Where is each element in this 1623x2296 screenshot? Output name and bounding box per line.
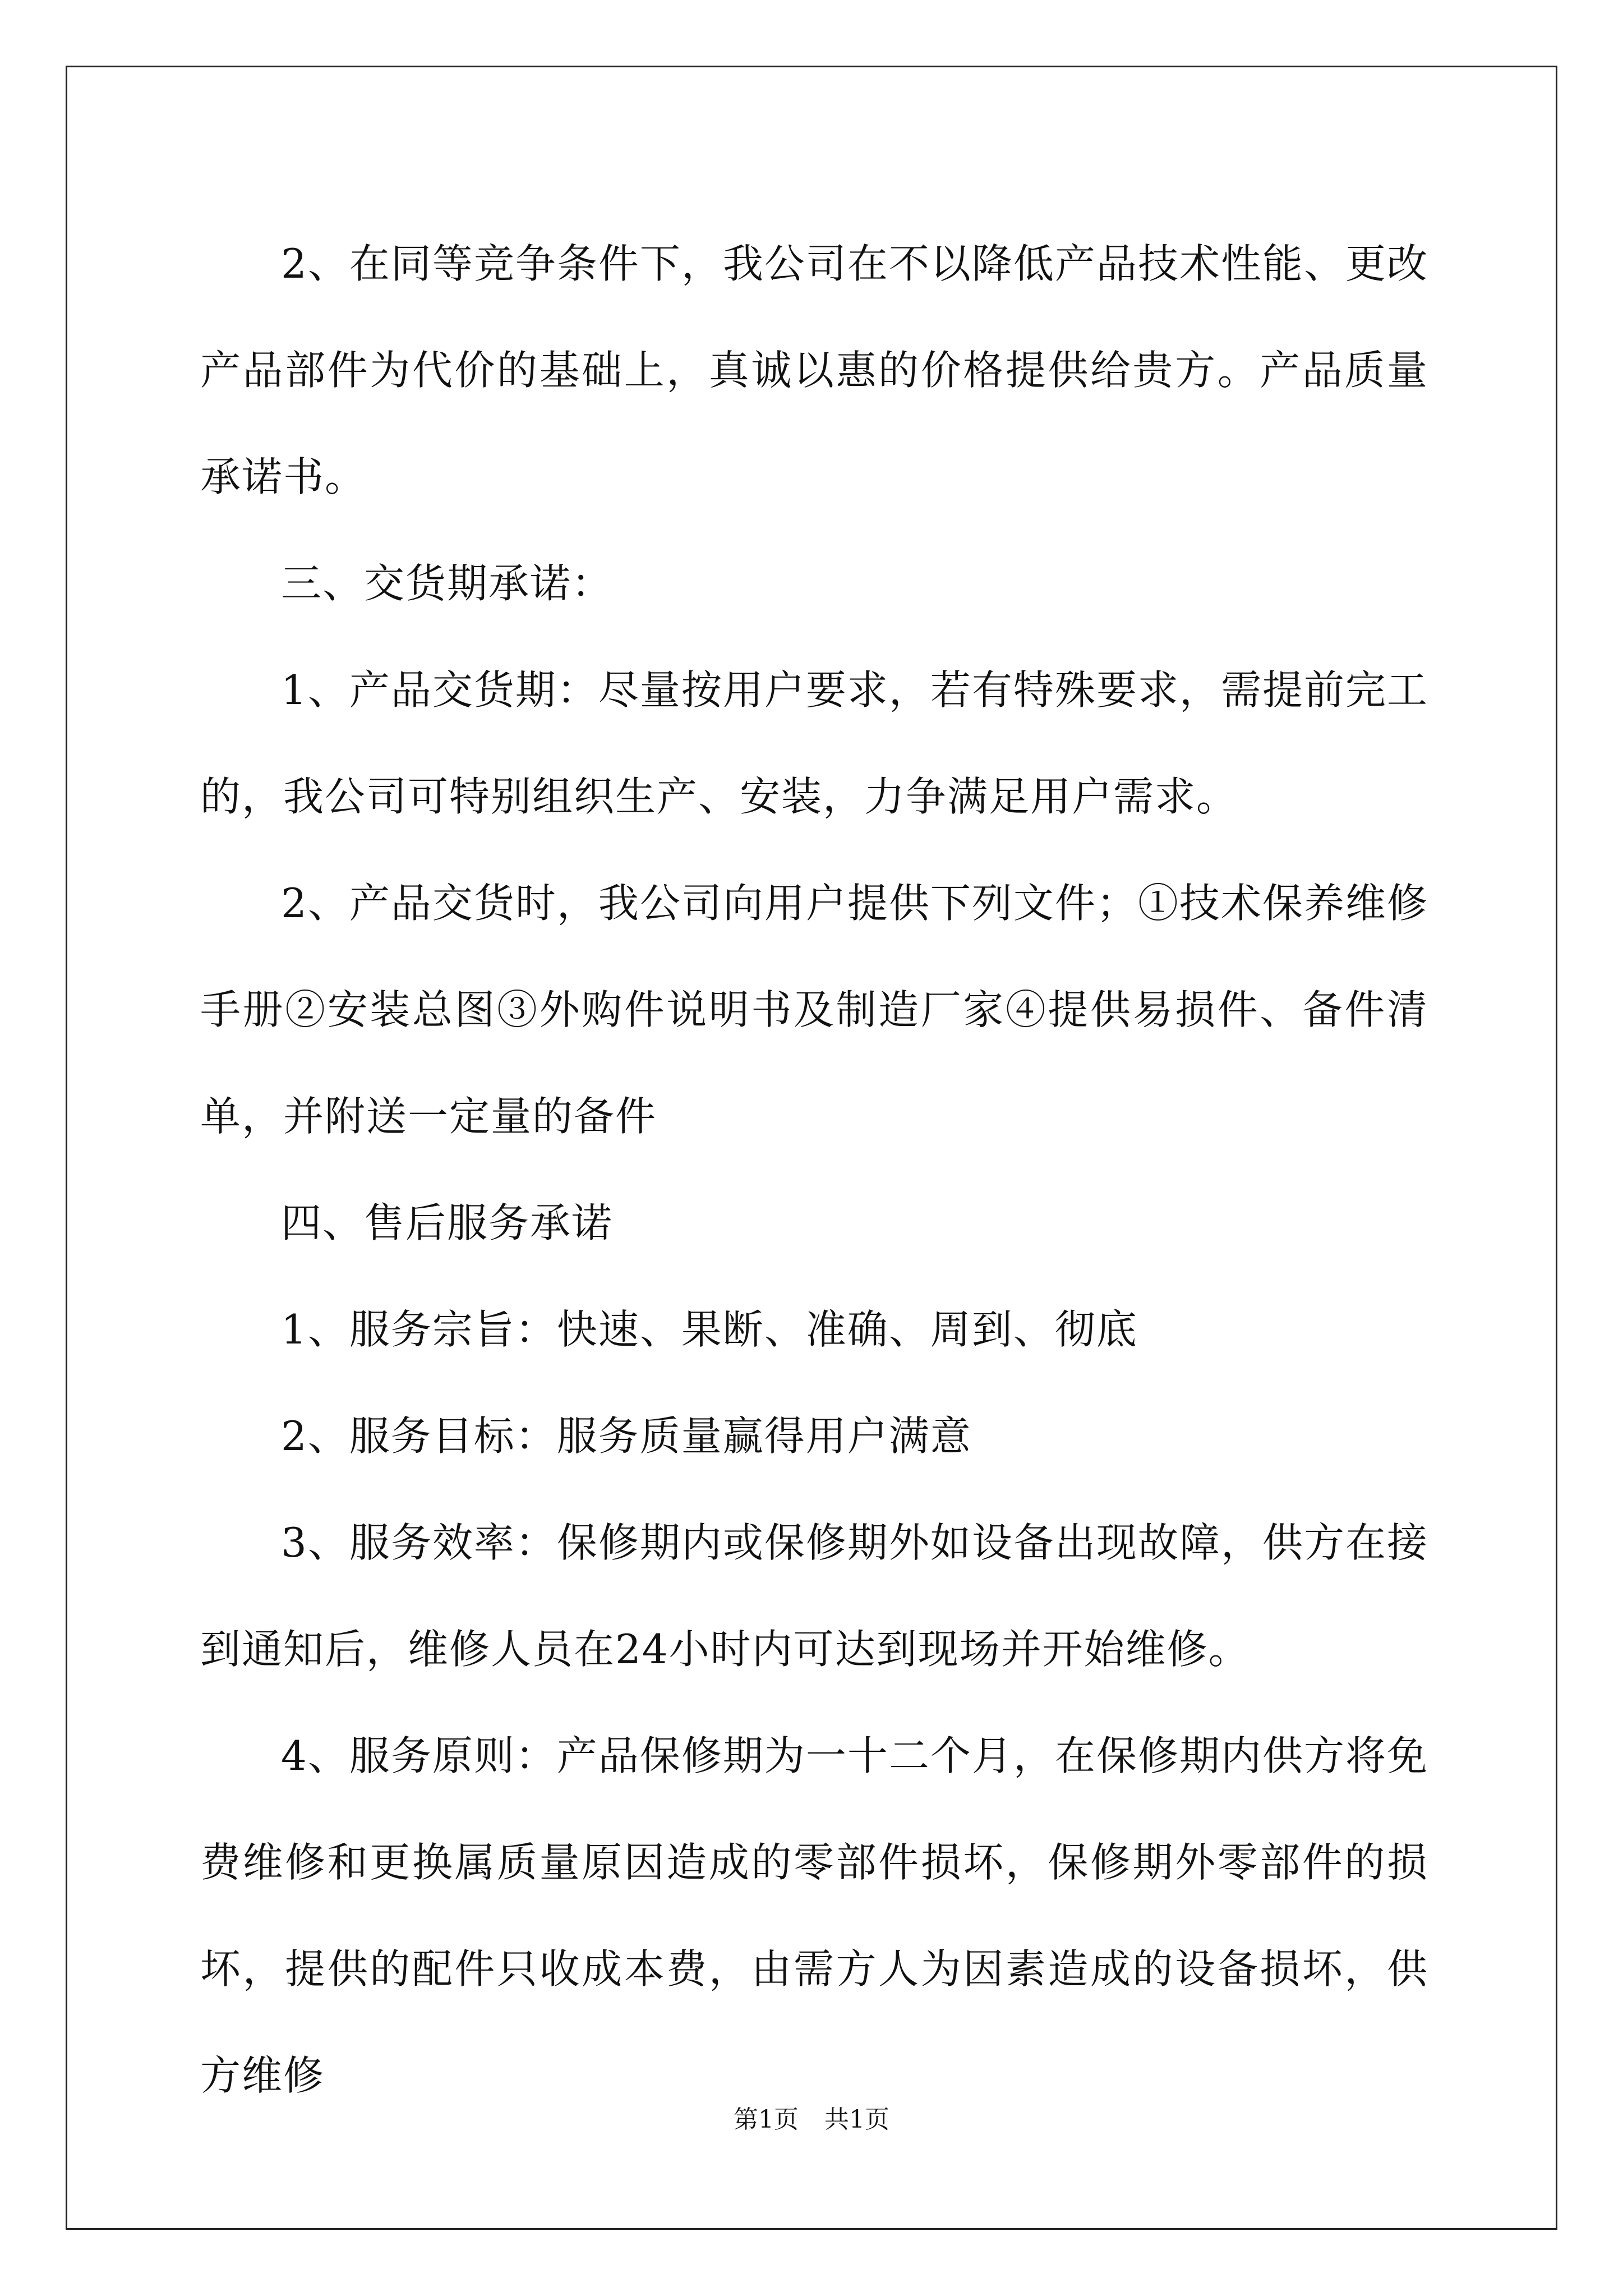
- page-number-total: 共1页: [824, 2105, 889, 2134]
- paragraph: 2、产品交货时，我公司向用户提供下列文件；①技术保养维修手册②安装总图③外购件说明书及制造厂家④提供易损件、备件清单，并附送一定量的备件: [200, 880, 1428, 1140]
- paragraph: 1、服务宗旨：快速、果断、准确、周到、彻底: [281, 1306, 1138, 1353]
- page-footer: [0, 2099, 1623, 2135]
- section-heading: 三、交货期承诺：: [281, 560, 614, 607]
- paragraph: 3、服务效率：保修期内或保修期外如设备出现故障，供方在接到通知后，维修人员在24小时内可达到现场并开始维修。: [200, 1519, 1428, 1673]
- paragraph: 1、产品交货期：尽量按用户要求，若有特殊要求，需提前完工的，我公司可特别组织生产、安装，力争满足用户需求。: [200, 666, 1428, 820]
- page-number-current: 第1页: [734, 2105, 799, 2134]
- document-body: [200, 210, 1428, 2129]
- paragraph: 2、服务目标：服务质量赢得用户满意: [281, 1412, 972, 1460]
- paragraph: 2、在同等竞争条件下，我公司在不以降低产品技术性能、更改产品部件为代价的基础上，真诚以惠的价格提供给贵方。产品质量承诺书。: [200, 240, 1428, 500]
- section-heading: 四、售后服务承诺: [281, 1199, 614, 1246]
- paragraph: 4、服务原则：产品保修期为一十二个月，在保修期内供方将免费维修和更换属质量原因造成的零部件损坏，保修期外零部件的损坏，提供的配件只收成本费，由需方人为因素造成的设备损坏，供方维修: [200, 1732, 1428, 2099]
